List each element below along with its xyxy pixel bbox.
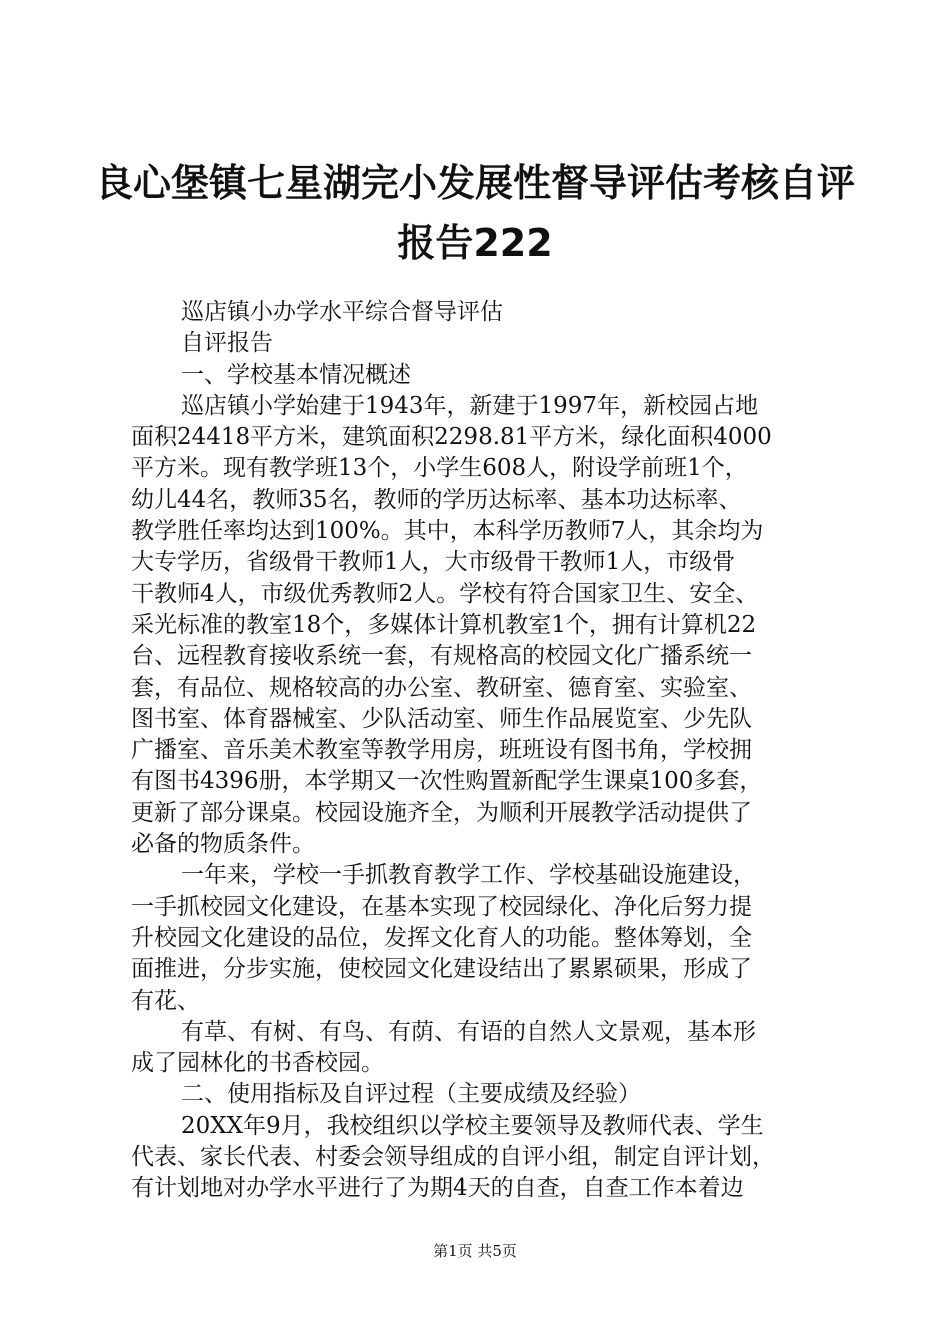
text-line: 20XX年9月，我校组织以学校主要领导及教师代表、学生 <box>181 1112 764 1139</box>
text-line: 大专学历，省级骨干教师1人，大市级骨干教师1人，市级骨 <box>131 549 736 576</box>
text-line: 面推进，分步实施，使校园文化建设结出了累累硕果，形成了 <box>131 956 752 983</box>
text-line: 广播室、音乐美术教室等教学用房，班班设有图书角，学校拥 <box>131 737 752 764</box>
text-line: 代表、家长代表、村委会领导组成的自评小组，制定自评计划， <box>131 1144 775 1171</box>
page-footer: 第1页 共5页 <box>433 1242 517 1260</box>
document-title-line-1: 良心堡镇七星湖完小发展性督导评估考核自评 <box>94 161 855 205</box>
text-line: 采光标准的教室18个，多媒体计算机教室1个，拥有计算机22 <box>131 611 757 638</box>
text-line: 干教师4人，市级优秀教师2人。学校有符合国家卫生、安全、 <box>131 580 759 607</box>
text-line: 幼儿44名，教师35名，教师的学历达标率、基本功达标率、 <box>131 486 742 513</box>
text-line: 面积24418平方米，建筑面积2298.81平方米，绿化面积4000 <box>131 424 772 451</box>
text-line: 升校园文化建设的品位，发挥文化育人的功能。整体筹划，全 <box>131 924 752 951</box>
text-line: 有草、有树、有鸟、有荫、有语的自然人文景观，基本形 <box>181 1018 756 1045</box>
text-line: 平方米。现有教学班13个，小学生608人，附设学前班1个， <box>131 455 748 482</box>
text-line: 必备的物质条件。 <box>131 831 315 858</box>
text-line: 台、远程教育接收系统一套，有规格高的校园文化广播系统一 <box>131 643 752 670</box>
text-line: 一手抓校园文化建设，在基本实现了校园绿化、净化后努力提 <box>131 893 752 920</box>
text-line: 巡店镇小学始建于1943年，新建于1997年，新校园占地 <box>181 392 759 419</box>
text-line: 有图书4396册，本学期又一次性购置新配学生课桌100多套， <box>131 768 763 795</box>
text-line: 成了园林化的书香校园。 <box>131 1050 384 1077</box>
text-line: 教学胜任率均达到100%。其中，本科学历教师7人，其余均为 <box>131 518 764 545</box>
text-line: 二、使用指标及自评过程（主要成绩及经验） <box>181 1081 641 1108</box>
text-line: 图书室、体育器械室、少队活动室、师生作品展览室、少先队 <box>131 705 752 732</box>
document-body <box>131 297 831 1205</box>
text-line: 有花、 <box>131 987 200 1014</box>
text-line: 自评报告 <box>181 330 273 357</box>
document-title-line-2: 报告222 <box>397 221 553 265</box>
text-line: 套，有品位、规格较高的办公室、教研室、德育室、实验室、 <box>131 674 752 701</box>
text-line: 更新了部分课桌。校园设施齐全，为顺利开展教学活动提供了 <box>131 799 752 826</box>
text-line: 巡店镇小办学水平综合督导评估 <box>181 299 503 325</box>
text-line: 一年来，学校一手抓教育教学工作、学校基础设施建设， <box>181 862 756 889</box>
text-line: 有计划地对办学水平进行了为期4天的自查，自查工作本着边 <box>131 1175 744 1202</box>
text-line: 一、学校基本情况概述 <box>181 361 411 388</box>
